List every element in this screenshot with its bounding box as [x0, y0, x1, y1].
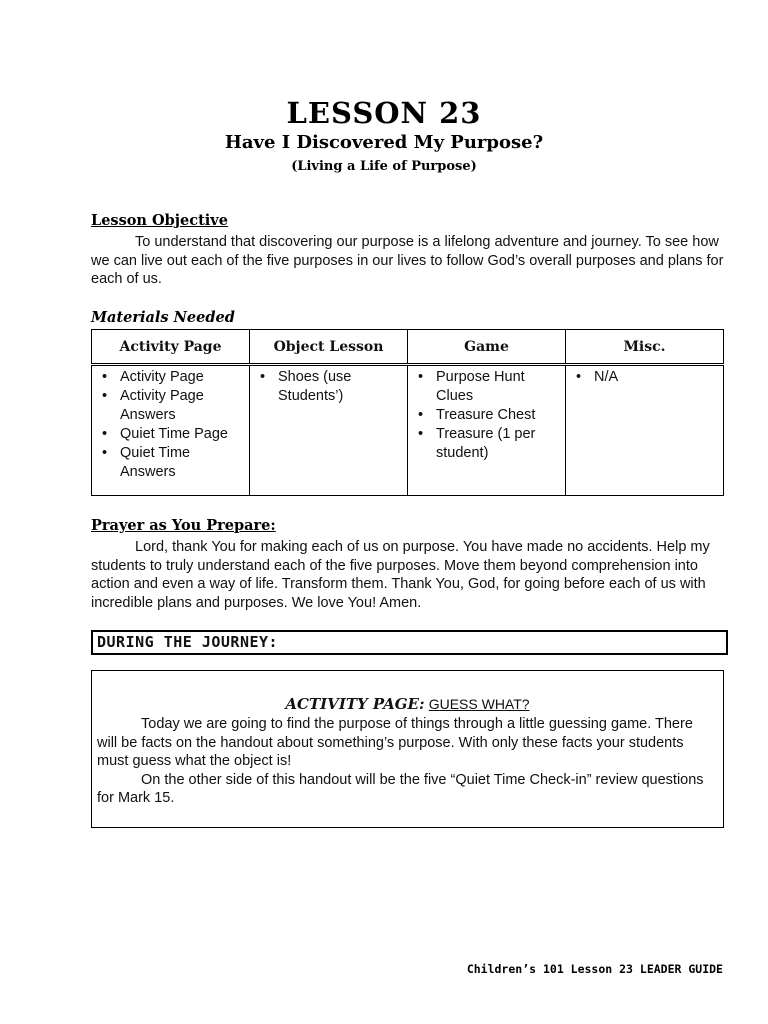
activity-page-box [91, 670, 724, 828]
list-item: • Quiet Time Page [120, 425, 245, 444]
list-item: • Activity Page [120, 368, 245, 387]
list-item: • Treasure Chest [436, 406, 561, 425]
activity-page-list [96, 368, 245, 482]
game-cell [408, 365, 566, 496]
lesson-subtitle: (Living a Life of Purpose) [291, 159, 477, 174]
column-header-activity-page: Activity Page [92, 330, 250, 365]
page-footer: Children’s 101 Lesson 23 LEADER GUIDE [466, 962, 723, 976]
object-lesson-list [254, 368, 403, 406]
list-item: • Purpose Hunt Clues [436, 368, 561, 406]
list-item: • N/A [594, 368, 719, 387]
materials-header-row [92, 330, 724, 365]
list-item: • Activity Page Answers [120, 387, 245, 425]
objective-heading: Lesson Objective [91, 212, 228, 229]
misc-cell [566, 365, 724, 496]
object-lesson-cell [250, 365, 408, 496]
objective-text: To understand that discovering our purpose is a lifelong adventure and journey. To see how we can live out each of the five purposes in our lives to follow God’s overall purposes and plans for each of us. [91, 234, 724, 287]
column-header-misc: Misc. [566, 330, 724, 365]
materials-table [91, 329, 724, 496]
journey-section-bar: DURING THE JOURNEY: [91, 630, 728, 655]
list-item: • Quiet Time Answers [120, 444, 245, 482]
column-header-object-lesson: Object Lesson [250, 330, 408, 365]
activity-paragraph-1: Today we are going to find the purpose of things through a little guessing game. There will be facts on the handout about something’s purpose. With only these facts your students must guess what the object is! [97, 716, 693, 769]
lesson-title: Have I Discovered My Purpose? [224, 132, 544, 153]
activity-label: ACTIVITY PAGE: [285, 695, 425, 713]
activity-name: GUESS WHAT? [428, 696, 530, 712]
list-item: • Treasure (1 per student) [436, 425, 561, 463]
activity-heading [92, 695, 723, 713]
prayer-text: Lord, thank You for making each of us on purpose. You have made no accidents. Help my students to truly understand each of the five purposes. Move them beyond comprehension into action and even a way of life. Transform them. Thank You, God, for going before each of us with incredible plans and purposes. We love You! Amen. [91, 539, 710, 611]
list-item: • Shoes (use Students’) [278, 368, 403, 406]
game-list [412, 368, 561, 463]
prayer-heading: Prayer as You Prepare: [91, 517, 276, 534]
activity-page-cell [92, 365, 250, 496]
materials-row [92, 365, 724, 496]
lesson-number: LESSON 23 [286, 96, 482, 130]
activity-text [97, 715, 717, 808]
materials-heading: Materials Needed [91, 309, 235, 326]
misc-list [570, 368, 719, 387]
activity-paragraph-2: On the other side of this handout will be the five “Quiet Time Check-in” review questions for Mark 15. [97, 771, 704, 806]
column-header-game: Game [408, 330, 566, 365]
